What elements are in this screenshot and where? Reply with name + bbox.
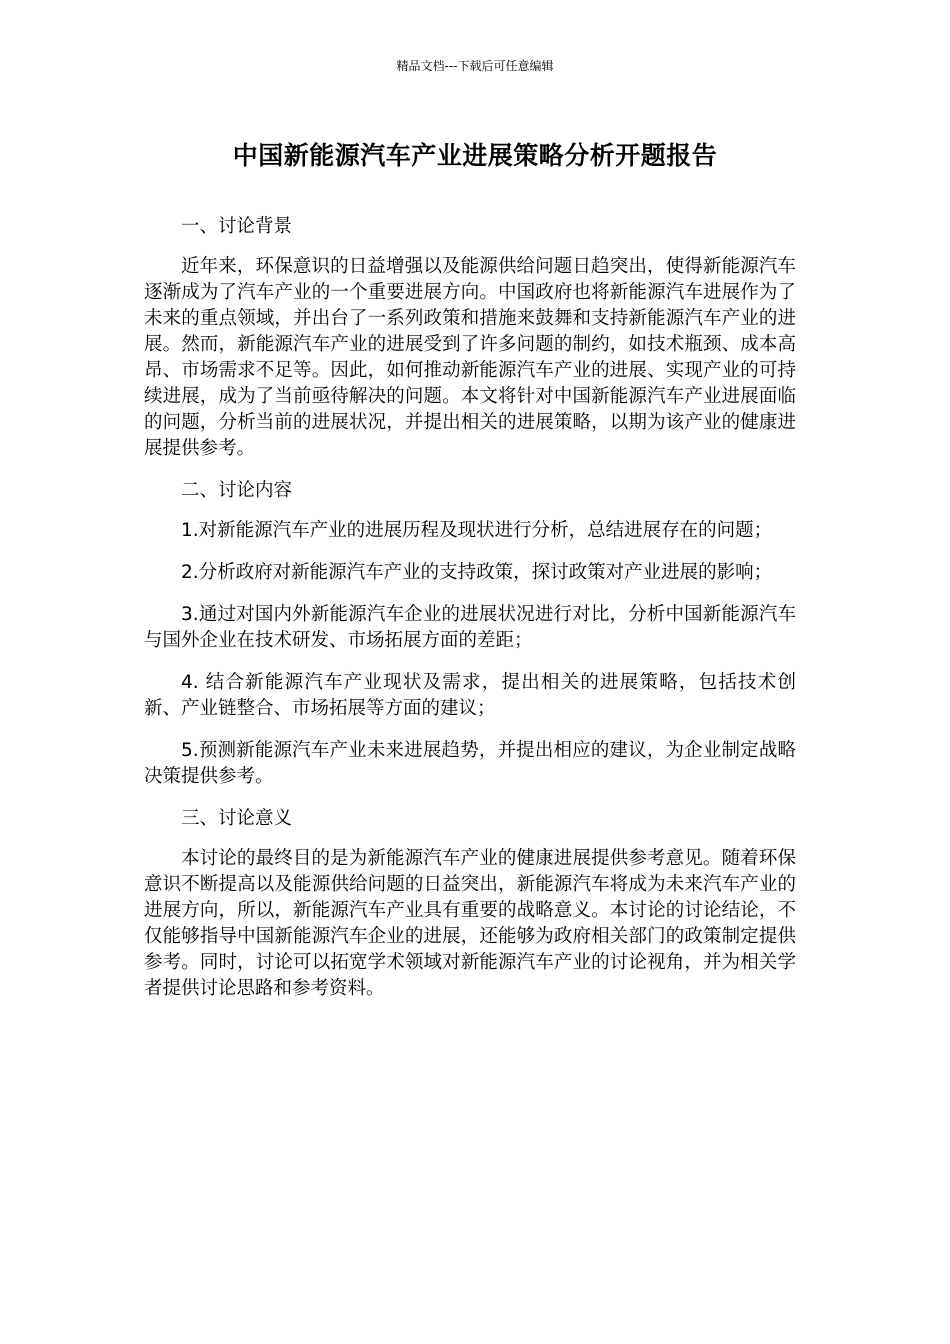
document-title: 中国新能源汽车产业进展策略分析开题报告 bbox=[232, 141, 718, 170]
list-item: 1.对新能源汽车产业的进展历程及现状进行分析，总结进展存在的问题； bbox=[181, 520, 773, 541]
list-item: 5.预测新能源汽车产业未来进展趋势，并提出相应的建议，为企业制定战略决策提供参考。 bbox=[144, 740, 796, 787]
section-heading-significance: 三、讨论意义 bbox=[181, 808, 293, 829]
section-heading-background: 一、讨论背景 bbox=[181, 216, 293, 237]
paragraph-significance: 本讨论的最终目的是为新能源汽车产业的健康进展提供参考意见。随着环保意识不断提高以及能源供给问题的日益突出，新能源汽车将成为未来汽车产业的进展方向，所以，新能源汽车产业具有重要的战略意义。本讨论的讨论结论，不仅能够指导中国新能源汽车企业的进展，还能够为政府相关部门的政策制定提供参考。同时，讨论可以拓宽学术领域对新能源汽车产业的讨论视角，并为相关学者提供讨论思路和参考资料。 bbox=[144, 848, 796, 999]
paragraph-background: 近年来，环保意识的日益增强以及能源供给问题日趋突出，使得新能源汽车逐渐成为了汽车产业的一个重要进展方向。中国政府也将新能源汽车进展作为了未来的重点领域，并出台了一系列政策和措施来鼓舞和支持新能源汽车产业的进展。然而，新能源汽车产业的进展受到了许多问题的制约，如技术瓶颈、成本高昂、市场需求不足等。因此，如何推动新能源汽车产业的进展、实现产业的可持续进展，成为了当前亟待解决的问题。本文将针对中国新能源汽车产业进展面临的问题，分析当前的进展状况，并提出相关的进展策略，以期为该产业的健康进展提供参考。 bbox=[144, 256, 796, 459]
page-header: 精品文档---下载后可任意编辑 bbox=[396, 59, 554, 73]
list-item: 4. 结合新能源汽车产业现状及需求，提出相关的进展策略，包括技术创新、产业链整合、市场拓展等方面的建议； bbox=[144, 672, 796, 719]
document-body bbox=[144, 214, 796, 1018]
section-heading-content: 二、讨论内容 bbox=[181, 480, 293, 501]
list-item: 2.分析政府对新能源汽车产业的支持政策，探讨政策对产业进展的影响； bbox=[181, 562, 773, 583]
list-item: 3.通过对国内外新能源汽车企业的进展状况进行对比，分析中国新能源汽车与国外企业在技术研发、市场拓展方面的差距； bbox=[144, 604, 796, 651]
